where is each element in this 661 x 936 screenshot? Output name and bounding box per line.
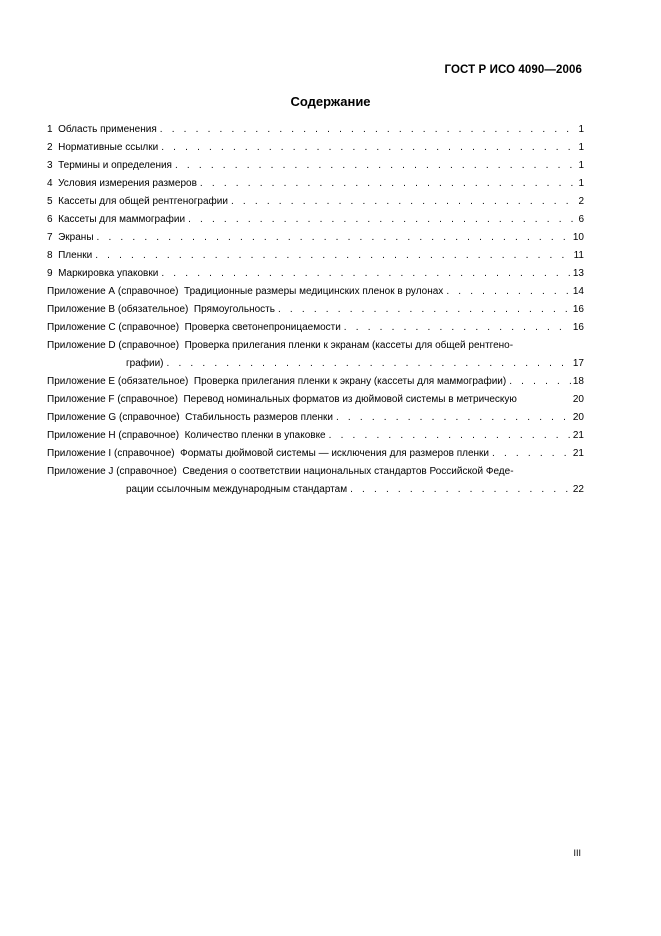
toc-entry-line xyxy=(47,229,584,247)
toc-entry-page-number: 18 xyxy=(572,376,584,387)
toc-entry-page-number: 20 xyxy=(572,394,584,405)
toc-entry-label: 6 Кассеты для маммографии xyxy=(47,214,186,225)
toc-entry xyxy=(47,463,584,499)
dot-leader xyxy=(197,175,577,193)
toc-entry-line xyxy=(47,247,584,265)
toc-entry-line xyxy=(47,121,584,139)
toc-entry xyxy=(47,229,584,247)
toc-entry-line xyxy=(47,157,584,175)
toc-entry-page-number: 20 xyxy=(572,412,584,423)
toc-entry xyxy=(47,265,584,283)
toc-entry-page-number: 17 xyxy=(572,358,584,369)
toc-title: Содержание xyxy=(290,94,371,109)
toc-entry-page-number: 2 xyxy=(578,196,584,207)
toc-entry-line xyxy=(47,463,584,481)
toc-entry-label: 8 Пленки xyxy=(47,250,93,261)
toc-entry xyxy=(47,157,584,175)
dot-leader xyxy=(341,319,571,337)
dot-leader xyxy=(158,139,576,157)
toc-entry-label: 7 Экраны xyxy=(47,232,94,243)
toc-entry-line xyxy=(47,337,584,355)
toc-entry-line xyxy=(47,319,584,337)
toc-entry-label: Приложение С (справочное) Проверка светонепроницаемости xyxy=(47,322,341,333)
toc-entry-label: 2 Нормативные ссылки xyxy=(47,142,159,153)
toc-entry xyxy=(47,283,584,301)
toc-entry-line xyxy=(47,139,584,157)
toc-entry-page-number: 11 xyxy=(573,250,584,261)
toc-entry-label: 9 Маркировка упаковки xyxy=(47,268,159,279)
toc-entry xyxy=(47,121,584,139)
toc-entry-continuation-line xyxy=(47,481,584,499)
dot-leader xyxy=(347,481,571,499)
dot-leader xyxy=(164,355,571,373)
dot-leader xyxy=(275,301,571,319)
toc-entry-label: 4 Условия измерения размеров xyxy=(47,178,197,189)
dot-leader xyxy=(333,409,571,427)
toc-entry-line xyxy=(47,391,584,409)
toc-entry-line xyxy=(47,283,584,301)
toc-entry-label: Приложение J (справочное) Сведения о соответствии национальных стандартов Российской Феде- xyxy=(47,466,514,477)
dot-leader xyxy=(157,121,577,139)
dot-leader xyxy=(506,373,571,391)
dot-leader xyxy=(94,229,571,247)
toc-entry xyxy=(47,139,584,157)
toc-entry xyxy=(47,409,584,427)
toc-entry-line xyxy=(47,265,584,283)
toc-entry-line xyxy=(47,301,584,319)
toc-entry-page-number: 1 xyxy=(578,124,584,135)
toc-entry-label: Приложение А (справочное) Традиционные размеры медицинских пленок в рулонах xyxy=(47,286,444,297)
toc-entry-label: 3 Термины и определения xyxy=(47,160,172,171)
toc-entry-label: Приложение Е (обязательное) Проверка прилегания пленки к экрану (кассеты для маммографии) xyxy=(47,376,507,387)
toc-entry-page-number: 1 xyxy=(578,142,584,153)
toc-entry xyxy=(47,211,584,229)
toc-entry-page-number: 16 xyxy=(572,322,584,333)
dot-leader xyxy=(158,265,571,283)
toc-entry-page-number: 21 xyxy=(572,448,584,459)
toc-entry xyxy=(47,427,584,445)
dot-leader xyxy=(172,157,576,175)
toc-entry-page-number: 10 xyxy=(572,232,584,243)
toc-entry-line xyxy=(47,211,584,229)
toc-entry-label: 1 Область применения xyxy=(47,124,157,135)
toc-entry-page-number: 1 xyxy=(578,160,584,171)
toc-entry xyxy=(47,391,584,409)
dot-leader xyxy=(443,283,571,301)
toc-entry-label: Приложение Н (справочное) Количество пленки в упаковке xyxy=(47,430,326,441)
toc-entry-line xyxy=(47,409,584,427)
table-of-contents xyxy=(47,121,584,499)
toc-entry-page-number: 1 xyxy=(578,178,584,189)
toc-entry-continuation-line xyxy=(47,355,584,373)
toc-entry-label: Приложение В (обязательное) Прямоугольность xyxy=(47,304,275,315)
toc-entry-label: Приложение F (справочное) Перевод номинальных форматов из дюймовой системы в метрическую xyxy=(47,394,517,405)
toc-entry xyxy=(47,445,584,463)
toc-entry-page-number: 21 xyxy=(572,430,584,441)
toc-entry xyxy=(47,373,584,391)
dot-leader xyxy=(185,211,576,229)
toc-entry-label: Приложение I (справочное) Форматы дюймовой системы — исключения для размеров пленки xyxy=(47,448,490,459)
dot-leader xyxy=(326,427,571,445)
dot-leader xyxy=(228,193,576,211)
toc-entry-page-number: 22 xyxy=(572,484,584,495)
toc-entry-page-number: 14 xyxy=(572,286,584,297)
dot-leader xyxy=(92,247,571,265)
toc-entry xyxy=(47,337,584,373)
toc-entry-page-number: 16 xyxy=(572,304,584,315)
toc-entry xyxy=(47,193,584,211)
toc-entry-label: Приложение D (справочное) Проверка прилегания пленки к экранам (кассеты для общей рентгено- xyxy=(47,340,514,351)
toc-entry xyxy=(47,319,584,337)
page-number: III xyxy=(573,848,581,858)
toc-entry-label: рации ссылочным международным стандартам xyxy=(126,484,348,495)
toc-entry xyxy=(47,247,584,265)
toc-entry-line xyxy=(47,373,584,391)
toc-entry-line xyxy=(47,175,584,193)
toc-entry-line xyxy=(47,445,584,463)
toc-entry-line xyxy=(47,427,584,445)
toc-entry-page-number: 13 xyxy=(572,268,584,279)
toc-entry-label: графии) xyxy=(126,358,164,369)
toc-entry xyxy=(47,301,584,319)
document-standard-header: ГОСТ Р ИСО 4090—2006 xyxy=(444,64,582,76)
toc-entry-line xyxy=(47,193,584,211)
toc-entry-label: 5 Кассеты для общей рентгенографии xyxy=(47,196,228,207)
toc-entry-page-number: 6 xyxy=(578,214,584,225)
toc-entry xyxy=(47,175,584,193)
toc-entry-label: Приложение G (справочное) Стабильность размеров пленки xyxy=(47,412,333,423)
dot-leader xyxy=(489,445,571,463)
